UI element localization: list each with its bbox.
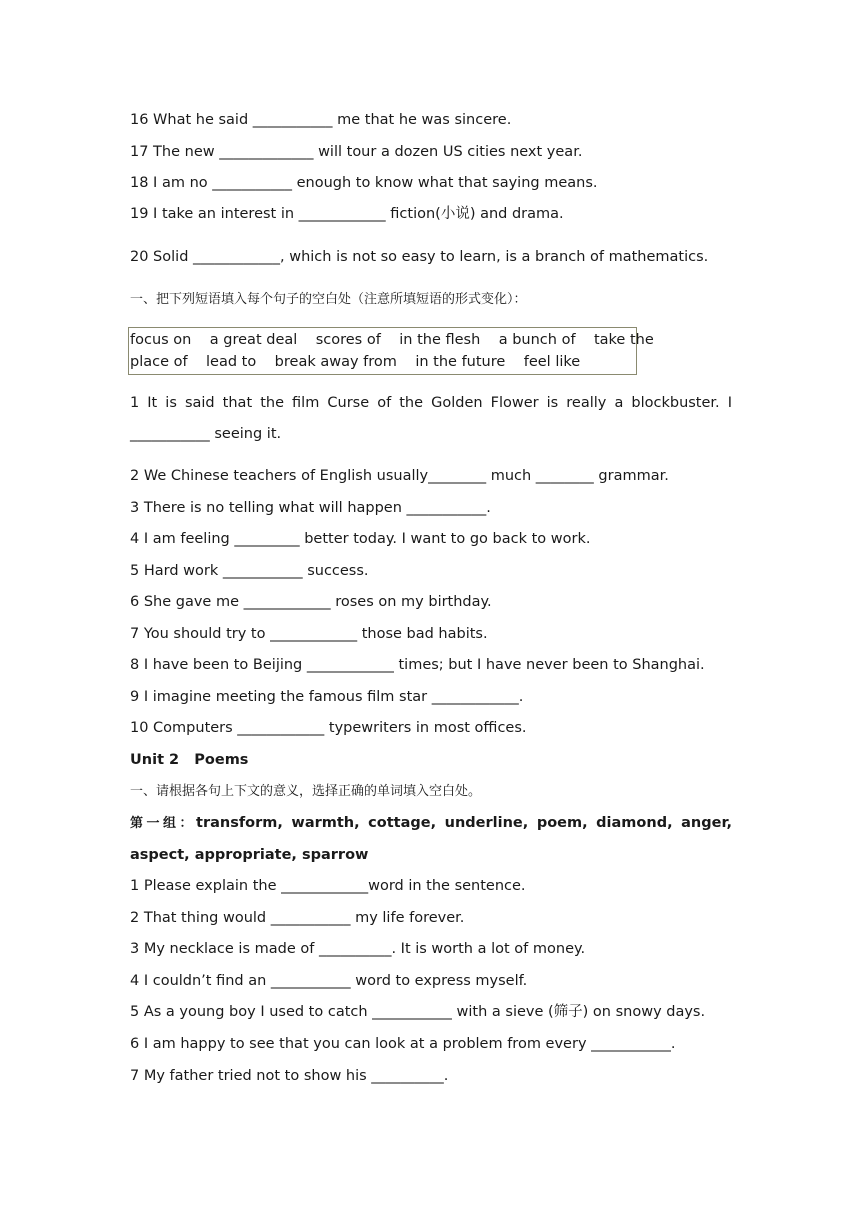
exercise-line: ___________ seeing it. — [130, 426, 282, 442]
exercise-line: 9 I imagine meeting the famous film star ____________. — [130, 689, 524, 705]
exercise-line: 8 I have been to Beijing ____________ times; but I have never been to Shanghai. — [130, 657, 705, 673]
exercise-line: 7 My father tried not to show his __________. — [130, 1068, 449, 1084]
phrase-box-line: focus on a great deal scores of in the flesh a bunch of take the — [130, 332, 654, 348]
word-group-line — [130, 813, 732, 834]
exercise-line: 19 I take an interest in ____________ fiction(小说) and drama. — [130, 206, 564, 222]
exercise-line: 1 It is said that the film Curse of the Golden Flower is really a blockbuster. I — [130, 395, 732, 411]
exercise-line: 7 You should try to ____________ those bad habits. — [130, 626, 488, 642]
exercise-line: 3 There is no telling what will happen ___________. — [130, 500, 491, 516]
exercise-line: 3 My necklace is made of __________. It is worth a lot of money. — [130, 941, 586, 957]
exercise-line: 4 I couldn’t find an ___________ word to express myself. — [130, 973, 528, 989]
exercise-line: 1 Please explain the ____________word in the sentence. — [130, 878, 526, 894]
exercise-line: 4 I am feeling _________ better today. I want to go back to work. — [130, 531, 591, 547]
section-instruction: 一、请根据各句上下文的意义，选择正确的单词填入空白处。 — [130, 784, 482, 799]
exercise-line: 2 We Chinese teachers of English usually________ much ________ grammar. — [130, 468, 669, 484]
exercise-line: 6 She gave me ____________ roses on my birthday. — [130, 594, 492, 610]
group-label: 第一组： — [130, 816, 197, 831]
group-words: transform, warmth, cottage, underline, poem, diamond, anger, — [196, 815, 732, 831]
phrase-box-line: place of lead to break away from in the future feel like — [130, 354, 581, 370]
exercise-line: 17 The new _____________ will tour a dozen US cities next year. — [130, 144, 583, 160]
exercise-line: 10 Computers ____________ typewriters in most offices. — [130, 720, 527, 736]
exercise-line: 6 I am happy to see that you can look at a problem from every ___________. — [130, 1036, 676, 1052]
unit-title: Unit 2 Poems — [130, 752, 249, 768]
exercise-line: 5 Hard work ___________ success. — [130, 563, 369, 579]
exercise-line: 20 Solid ____________, which is not so easy to learn, is a branch of mathematics. — [130, 249, 709, 265]
word-group-line: aspect, appropriate, sparrow — [130, 847, 369, 863]
exercise-line: 18 I am no ___________ enough to know what that saying means. — [130, 175, 598, 191]
exercise-line: 5 As a young boy I used to catch ___________ with a sieve (筛子) on snowy days. — [130, 1004, 706, 1020]
section-instruction: 一、把下列短语填入每个句子的空白处（注意所填短语的形式变化）： — [130, 292, 527, 307]
exercise-line: 2 That thing would ___________ my life forever. — [130, 910, 465, 926]
exercise-line: 16 What he said ___________ me that he was sincere. — [130, 112, 512, 128]
